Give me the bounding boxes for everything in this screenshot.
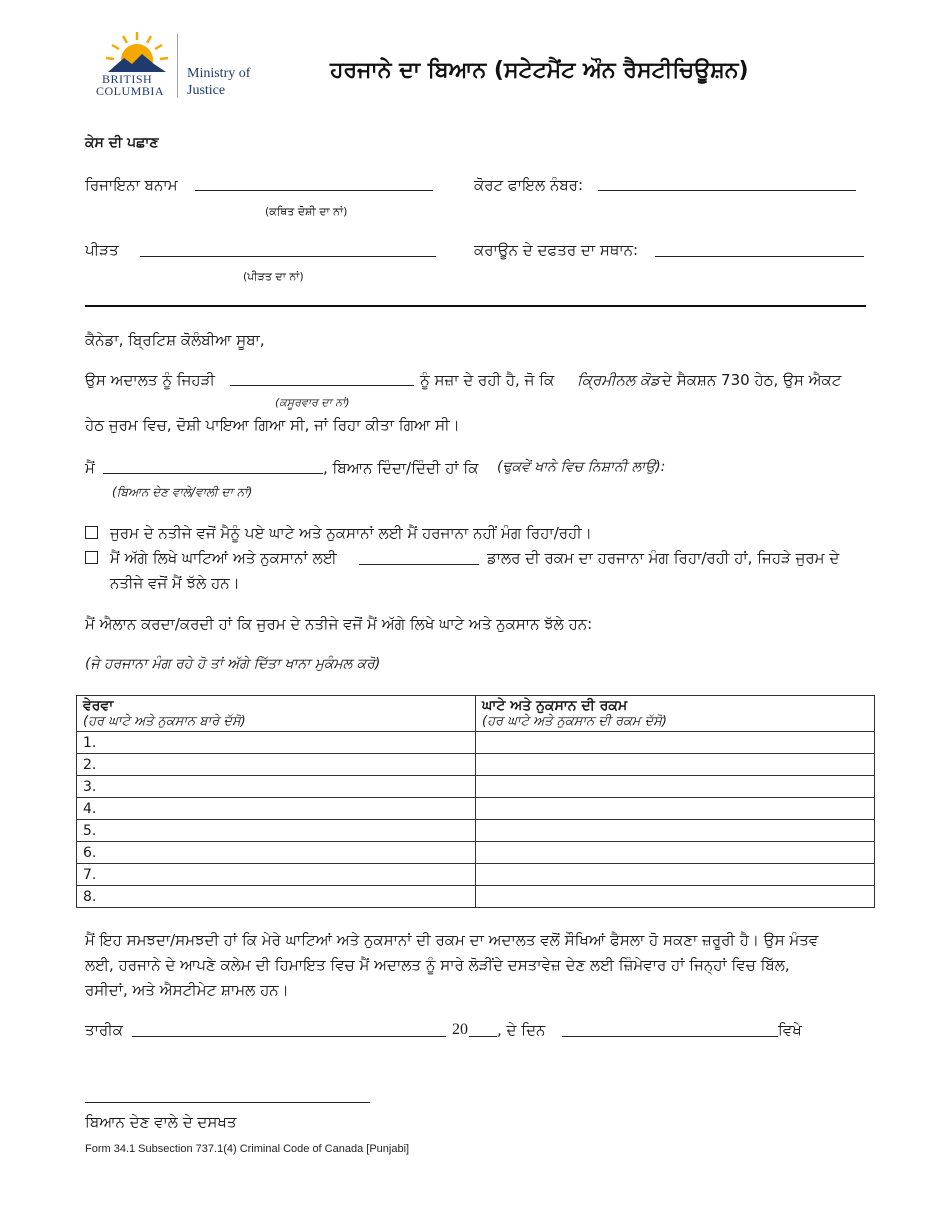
option1-text: ਜੁਰਮ ਦੇ ਨਤੀਜੇ ਵਜੋਂ ਮੈਨੂੰ ਪਏ ਘਾਟੇ ਅਤੇ ਨੁਕਸਾਨਾਂ ਲਈ ਮੈਂ ਹਰਜਾਨਾ ਨਹੀਂ ਮੰਗ ਰਿਹਾ/ਰਹੀ। bbox=[110, 524, 592, 542]
row-description-cell[interactable]: 3. bbox=[77, 776, 476, 798]
option-restitution bbox=[85, 549, 337, 567]
logo-ministry-line1: Ministry of bbox=[187, 66, 251, 81]
signature-label: ਬਿਆਨ ਦੇਣ ਵਾਲੇ ਦੇ ਦਸਖਤ bbox=[85, 1113, 237, 1131]
option-no-restitution bbox=[85, 524, 592, 542]
regina-label: ਰਿਜਾਇਨਾ ਬਨਾਮ bbox=[85, 176, 178, 194]
row-amount-cell[interactable] bbox=[476, 842, 875, 864]
restitution-checkbox[interactable] bbox=[85, 551, 98, 564]
table-row bbox=[77, 820, 875, 842]
row-description-cell[interactable]: 6. bbox=[77, 842, 476, 864]
col-description-header bbox=[77, 696, 476, 732]
losses-table bbox=[76, 695, 875, 908]
year-field[interactable] bbox=[469, 1036, 497, 1037]
table-row bbox=[77, 754, 875, 776]
i-post: , ਬਿਆਨ ਦਿੰਦਾ/ਦਿੰਦੀ ਹਾਂ ਕਿ bbox=[323, 459, 479, 477]
row-description-cell[interactable]: 1. bbox=[77, 732, 476, 754]
declarant-name-field[interactable] bbox=[103, 473, 323, 474]
col1-title: ਵੇਰਵਾ bbox=[83, 698, 114, 714]
day-label: , ਦੇ ਦਿਨ bbox=[497, 1021, 546, 1039]
court-file-label: ਕੋਰਟ ਫਾਇਲ ਨੰਬਰ: bbox=[474, 176, 584, 194]
row-amount-cell[interactable] bbox=[476, 732, 875, 754]
option2-post: ਡਾਲਰ ਦੀ ਰਕਮ ਦਾ ਹਰਜਾਨਾ ਮੰਗ ਰਿਹਾ/ਰਹੀ ਹਾਂ, ਜਿਹੜੇ ਜੁਰਮ ਦੇ bbox=[487, 549, 840, 567]
row-description-cell[interactable]: 2. bbox=[77, 754, 476, 776]
logo-ministry-line2: Justice bbox=[187, 83, 226, 98]
row-amount-cell[interactable] bbox=[476, 776, 875, 798]
table-row bbox=[77, 776, 875, 798]
victim-name-field[interactable] bbox=[140, 256, 436, 257]
court-line-2: ਹੇਠ ਜੁਰਮ ਵਿਚ, ਦੋਸ਼ੀ ਪਾਇਆ ਗਿਆ ਸੀ, ਜਾਂ ਰਿਹਾ ਕੀਤਾ ਗਿਆ ਸੀ। bbox=[85, 416, 460, 434]
regina-name-field[interactable] bbox=[195, 190, 433, 191]
logo-org-line1: BRITISH bbox=[102, 72, 153, 86]
table-row bbox=[77, 732, 875, 754]
table-row bbox=[77, 842, 875, 864]
understanding-line2: ਲਈ, ਹਰਜਾਨੇ ਦੇ ਆਪਣੇ ਕਲੇਮ ਦੀ ਹਿਮਾਇਤ ਵਿਚ ਮੈਂ ਅਦਾਲਤ ਨੂੰ ਸਾਰੇ ਲੋੜੀਂਦੇ ਦਸਤਾਵੇਜ਼ ਦੇਣ ਲਈ ਜ਼ਿੰਮੇਵਾਰ ਹਾਂ ਜਿਨ੍ਹਾਂ ਵਿਚ ਬਿੱਲ, bbox=[85, 956, 790, 974]
bc-logo bbox=[96, 30, 266, 100]
col2-sub: (ਹਰ ਘਾਟੇ ਅਤੇ ਨੁਕਸਾਨ ਦੀ ਰਕਮ ਦੱਸੋ) bbox=[482, 714, 667, 729]
court-file-number-field[interactable] bbox=[598, 190, 856, 191]
at-label: ਵਿਖੇ bbox=[778, 1021, 802, 1039]
province-line: ਕੈਨੇਡਾ, ਬ੍ਰਿਟਿਸ਼ ਕੋਲੰਬੀਆ ਸੂਬਾ, bbox=[85, 331, 265, 349]
table-row bbox=[77, 864, 875, 886]
restitution-amount-field[interactable] bbox=[359, 564, 479, 565]
row-amount-cell[interactable] bbox=[476, 820, 875, 842]
col-amount-header bbox=[476, 696, 875, 732]
court-line-post: ਦੇ ਸੈਕਸ਼ਨ 730 ਹੇਠ, ਉਸ ਐਕਟ bbox=[662, 371, 842, 389]
row-description-cell[interactable]: 7. bbox=[77, 864, 476, 886]
bc-sun-mountain-icon bbox=[104, 30, 170, 72]
row-description-cell[interactable]: 5. bbox=[77, 820, 476, 842]
page-title: ਹਰਜਾਨੇ ਦਾ ਬਿਆਨ (ਸਟੇਟਮੈਂਟ ਔਨ ਰੈਸਟੀਚਿਊਸ਼ਨ) bbox=[330, 58, 749, 83]
court-line-mid: ਨੂੰ ਸਜ਼ਾ ਦੇ ਰਹੀ ਹੈ, ਜੋ ਕਿ bbox=[420, 371, 555, 389]
declarant-hint: (ਬਿਆਨ ਦੇਣ ਵਾਲੇ/ਵਾਲੀ ਦਾ ਨਾਂ) bbox=[112, 485, 253, 499]
crown-office-label: ਕਰਾਊਨ ਦੇ ਦਫਤਰ ਦਾ ਸਥਾਨ: bbox=[474, 241, 639, 259]
row-description-cell[interactable]: 8. bbox=[77, 886, 476, 908]
understanding-line1: ਮੈਂ ਇਹ ਸਮਝਦਾ/ਸਮਝਦੀ ਹਾਂ ਕਿ ਮੇਰੇ ਘਾਟਿਆਂ ਅਤੇ ਨੁਕਸਾਨਾਂ ਦੀ ਰਕਮ ਦਾ ਅਦਾਲਤ ਵਲੋਂ ਸੌਖਿਆਂ ਫੈਸਲਾ ਹੋ ਸਕਣਾ ਜ਼ਰੂਰੀ ਹੈ। ਉਸ ਮੰਤਵ bbox=[85, 931, 819, 949]
court-line-pre: ਉਸ ਅਦਾਲਤ ਨੂੰ ਜਿਹੜੀ bbox=[85, 371, 215, 389]
no-restitution-checkbox[interactable] bbox=[85, 526, 98, 539]
signature-field[interactable] bbox=[85, 1102, 370, 1103]
criminal-code-text: ਕ੍ਰਿਮੀਨਲ ਕੋਡ bbox=[577, 371, 661, 389]
table-row bbox=[77, 798, 875, 820]
understanding-line3: ਰਸੀਦਾਂ, ਅਤੇ ਐਸਟੀਮੇਟ ਸ਼ਾਮਲ ਹਨ। bbox=[85, 981, 289, 999]
offender-name-field[interactable] bbox=[230, 385, 414, 386]
row-amount-cell[interactable] bbox=[476, 798, 875, 820]
col2-title: ਘਾਟੇ ਅਤੇ ਨੁਕਸਾਨ ਦੀ ਰਕਮ bbox=[482, 698, 628, 714]
year-prefix: 20 bbox=[452, 1021, 468, 1038]
offender-hint: (ਕਸੂਰਵਾਰ ਦਾ ਨਾਂ) bbox=[275, 396, 350, 409]
declare-line: ਮੈਂ ਐਲਾਨ ਕਰਦਾ/ਕਰਦੀ ਹਾਂ ਕਿ ਜੁਰਮ ਦੇ ਨਤੀਜੇ ਵਜੋਂ ਮੈਂ ਅੱਗੇ ਲਿਖੇ ਘਾਟੇ ਅਤੇ ਨੁਕਸਾਨ ਝੱਲੇ ਹਨ: bbox=[85, 615, 593, 633]
check-instruction: (ਢੁਕਵੇਂ ਖਾਨੇ ਵਿਚ ਨਿਸ਼ਾਨੀ ਲਾਉ): bbox=[497, 459, 666, 475]
i-prefix: ਮੈਂ bbox=[85, 459, 95, 477]
col1-sub: (ਹਰ ਘਾਟੇ ਅਤੇ ਨੁਕਸਾਨ ਬਾਰੇ ਦੱਸੋ) bbox=[83, 714, 246, 729]
row-amount-cell[interactable] bbox=[476, 886, 875, 908]
option2-pre: ਮੈਂ ਅੱਗੇ ਲਿਖੇ ਘਾਟਿਆਂ ਅਤੇ ਨੁਕਸਾਨਾਂ ਲਈ bbox=[110, 549, 337, 567]
victim-hint: (ਪੀੜਤ ਦਾ ਨਾਂ) bbox=[243, 270, 304, 283]
logo-divider bbox=[177, 34, 178, 98]
case-heading: ਕੇਸ ਦੀ ਪਛਾਣ bbox=[85, 135, 159, 151]
victim-label: ਪੀੜਤ bbox=[85, 241, 119, 259]
complete-note: (ਜੇ ਹਰਜਾਨਾ ਮੰਗ ਰਹੇ ਹੋ ਤਾਂ ਅੱਗੇ ਦਿੱਤਾ ਖਾਨਾ ਮੁਕੰਮਲ ਕਰੋ) bbox=[85, 656, 381, 672]
row-amount-cell[interactable] bbox=[476, 864, 875, 886]
section-divider bbox=[85, 305, 866, 307]
row-description-cell[interactable]: 4. bbox=[77, 798, 476, 820]
date-field[interactable] bbox=[132, 1036, 446, 1037]
date-label: ਤਾਰੀਕ bbox=[85, 1021, 123, 1039]
crown-office-field[interactable] bbox=[655, 256, 864, 257]
row-amount-cell[interactable] bbox=[476, 754, 875, 776]
form-footer: Form 34.1 Subsection 737.1(4) Criminal Code of Canada [Punjabi] bbox=[85, 1143, 410, 1155]
regina-hint: (ਕਥਿਤ ਦੋਸ਼ੀ ਦਾ ਨਾਂ) bbox=[265, 205, 348, 218]
table-row bbox=[77, 886, 875, 908]
place-field[interactable] bbox=[562, 1036, 778, 1037]
logo-org-line2: COLUMBIA bbox=[96, 84, 165, 98]
option2-line2: ਨਤੀਜੇ ਵਜੋਂ ਮੈਂ ਝੱਲੇ ਹਨ। bbox=[110, 574, 240, 592]
